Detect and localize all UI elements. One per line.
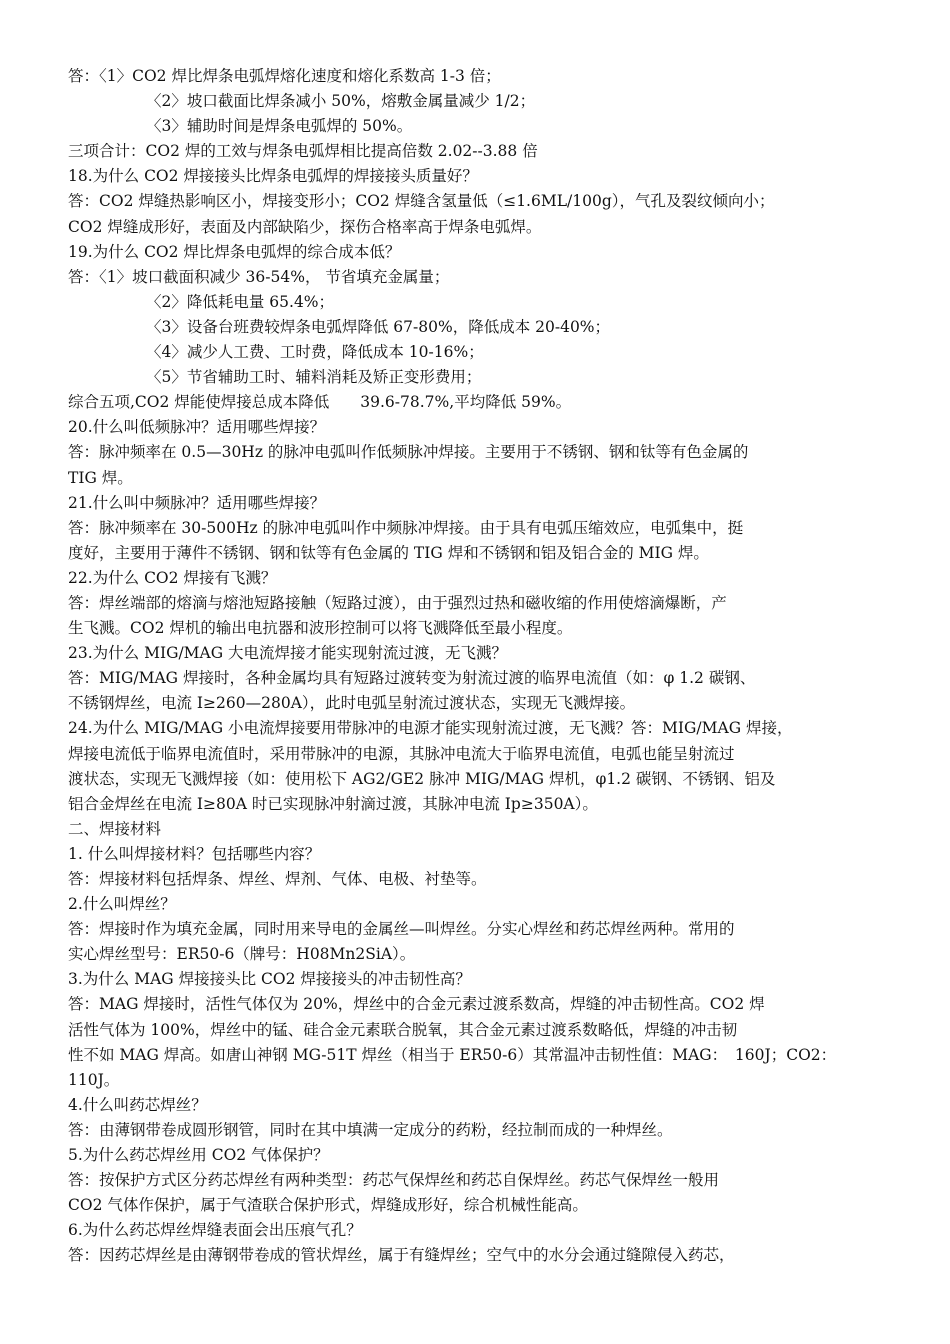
text-line: 活性气体为 100%，焊丝中的锰、硅合金元素联合脱氧，其合金元素过渡系数略低，焊缝的冲击韧 — [68, 1020, 738, 1039]
text-line: 答：〈1〉坡口截面积减少 36-54%， 节省填充金属量； — [68, 267, 450, 286]
text-line: 答：焊接时作为填充金属，同时用来导电的金属丝—叫焊丝。分实心焊丝和药芯焊丝两种。常用的 — [68, 920, 735, 939]
text-line: 答：脉冲频率在 0.5—30Hz 的脉冲电弧叫作低频脉冲焊接。主要用于不锈钢、钢和钛等有色金属的 — [68, 443, 749, 462]
text-line: 〈5〉节省辅助工时、辅料消耗及矫正变形费用； — [146, 368, 482, 387]
text-line: 不锈钢焊丝，电流 I≥260—280A），此时电弧呈射流过渡状态，实现无飞溅焊接。 — [68, 694, 636, 713]
text-line: 〈3〉辅助时间是焊条电弧焊的 50%。 — [146, 117, 413, 136]
text-line: 23.为什么 MIG/MAG 大电流焊接才能实现射流过渡，无飞溅？ — [68, 644, 508, 663]
text-line: 渡状态，实现无飞溅焊接（如：使用松下 AG2/GE2 脉冲 MIG/MAG 焊机，φ1.2 碳钢、不锈钢、铝及 — [68, 769, 776, 788]
text-line: 焊接电流低于临界电流值时，采用带脉冲的电源，其脉冲电流大于临界电流值，电弧也能呈射流过 — [68, 744, 735, 763]
text-line: 度好，主要用于薄件不锈钢、钢和钛等有色金属的 TIG 焊和不锈钢和铝及铝合金的 MIG 焊。 — [68, 543, 709, 562]
text-line: 答：因药芯焊丝是由薄钢带卷成的管状焊丝，属于有缝焊丝；空气中的水分会通过缝隙侵入药芯， — [68, 1246, 735, 1265]
text-line: 答：焊丝端部的熔滴与熔池短路接触（短路过渡），由于强烈过热和磁收缩的作用使熔滴爆断，产 — [68, 593, 727, 612]
text-line: 性不如 MAG 焊高。如唐山神钢 MG-51T 焊丝（相当于 ER50-6）其常温冲击韧性值：MAG： 160J；CO2： — [68, 1045, 837, 1064]
text-line: 铝合金焊丝在电流 I≥80A 时已实现脉冲射滴过渡，其脉冲电流 Ip≥350A）。 — [68, 794, 598, 813]
text-line: 22.为什么 CO2 焊接有飞溅？ — [68, 568, 277, 587]
document-text-body — [68, 64, 890, 1269]
text-line: 实心焊丝型号：ER50-6（牌号：H08Mn2SiA）。 — [68, 945, 416, 964]
text-line: 〈4〉减少人工费、工时费，降低成本 10-16%； — [146, 343, 484, 362]
text-line: 答：CO2 焊缝热影响区小，焊接变形小；CO2 焊缝含氢量低（≤1.6ML/100g），气孔及裂纹倾向小； — [68, 192, 775, 211]
text-line: 〈3〉设备台班费较焊条电弧焊降低 67-80%，降低成本 20-40%； — [146, 317, 611, 336]
text-line: CO2 气体作保护，属于气渣联合保护形式，焊缝成形好，综合机械性能高。 — [68, 1196, 588, 1215]
text-line: 2.什么叫焊丝？ — [68, 895, 176, 914]
text-line: 生飞溅。CO2 焊机的输出电抗器和波形控制可以将飞溅降低至最小程度。 — [68, 619, 573, 638]
text-line: 二、焊接材料 — [68, 819, 162, 838]
text-line: 〈2〉坡口截面比焊条减小 50%，熔敷金属量减少 1/2； — [146, 92, 536, 111]
text-line: 21.什么叫中频脉冲？适用哪些焊接？ — [68, 493, 326, 512]
text-line: 5.为什么药芯焊丝用 CO2 气体保护？ — [68, 1146, 329, 1165]
text-line: 4.什么叫药芯焊丝？ — [68, 1095, 207, 1114]
text-line: 20.什么叫低频脉冲？适用哪些焊接？ — [68, 418, 326, 437]
text-line: 答：按保护方式区分药芯焊丝有两种类型：药芯气保焊丝和药芯自保焊丝。药芯气保焊丝一般用 — [68, 1171, 720, 1190]
text-line: 三项合计：CO2 焊的工效与焊条电弧焊相比提高倍数 2.02--3.88 倍 — [68, 142, 538, 161]
text-line: 19.为什么 CO2 焊比焊条电弧焊的综合成本低？ — [68, 242, 401, 261]
text-line: 答：MIG/MAG 焊接时，各种金属均具有短路过渡转变为射流过渡的临界电流值（如：φ 1.2 碳钢、 — [68, 669, 756, 688]
text-line: 答：脉冲频率在 30-500Hz 的脉冲电弧叫作中频脉冲焊接。由于具有电弧压缩效应，电弧集中，挺 — [68, 518, 744, 537]
text-line: 答：焊接材料包括焊条、焊丝、焊剂、气体、电极、衬垫等。 — [68, 870, 487, 888]
text-line: 24.为什么 MIG/MAG 小电流焊接要用带脉冲的电源才能实现射流过渡，无飞溅？答：MIG/MAG 焊接， — [68, 719, 793, 738]
text-line: 综合五项,CO2 焊能使焊接总成本降低 39.6-78.7%,平均降低 59%。 — [68, 393, 572, 412]
text-line: 6.为什么药芯焊丝焊缝表面会出压痕气孔？ — [68, 1221, 362, 1240]
text-line: 答：由薄钢带卷成圆形钢管，同时在其中填满一定成分的药粉，经拉制而成的一种焊丝。 — [68, 1120, 673, 1139]
text-line: 1. 什么叫焊接材料？包括哪些内容？ — [68, 844, 321, 863]
text-line: 答：MAG 焊接时，活性气体仅为 20%，焊丝中的合金元素过渡系数高，焊缝的冲击韧性高。CO2 焊 — [68, 995, 765, 1014]
text-line: 〈2〉降低耗电量 65.4%； — [146, 292, 335, 311]
text-line: CO2 焊缝成形好，表面及内部缺陷少，探伤合格率高于焊条电弧焊。 — [68, 217, 542, 236]
text-line: 答：〈1〉CO2 焊比焊条电弧焊熔化速度和熔化系数高 1-3 倍； — [68, 67, 501, 85]
text-line: 3.为什么 MAG 焊接接头比 CO2 焊接接头的冲击韧性高？ — [68, 970, 471, 989]
text-line: TIG 焊。 — [68, 468, 133, 487]
text-line: 110J。 — [68, 1070, 120, 1089]
text-line: 18.为什么 CO2 焊接接头比焊条电弧焊的焊接接头质量好？ — [68, 167, 478, 186]
